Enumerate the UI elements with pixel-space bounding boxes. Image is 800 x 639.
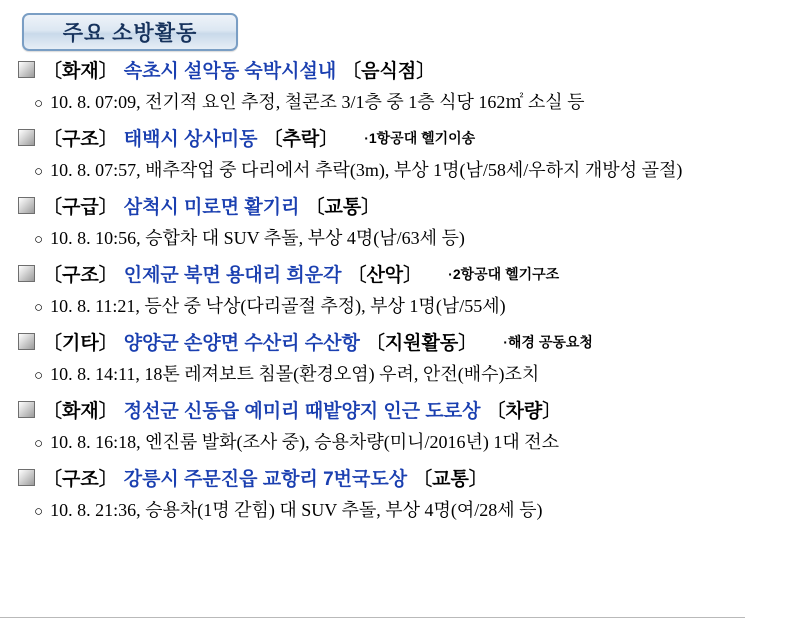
circle-bullet-icon: ○ bbox=[34, 368, 44, 384]
incident-note: ·2항공대 헬기구조 bbox=[448, 265, 560, 282]
incident-detail-text: 10. 8. 10:56, 승합차 대 SUV 추돌, 부상 4명(남/63세 등) bbox=[50, 228, 465, 248]
gray-square-bullet-icon bbox=[18, 469, 35, 486]
incident-headline bbox=[0, 52, 800, 85]
list-item bbox=[0, 392, 800, 460]
page-title: 주요 소방활동 bbox=[62, 22, 198, 45]
incident-category: 〔기타〕 bbox=[43, 333, 118, 354]
incident-detail bbox=[0, 289, 800, 324]
incident-detail bbox=[0, 221, 800, 256]
incident-tag: 〔산악〕 bbox=[347, 265, 423, 286]
incident-category: 〔화재〕 bbox=[43, 61, 118, 82]
incident-detail-text: 10. 8. 07:57, 배추작업 중 다리에서 추락(3m), 부상 1명(남/58세/우하지 개방성 골절) bbox=[50, 160, 683, 180]
gray-square-bullet-icon bbox=[18, 197, 35, 214]
incident-category: 〔구조〕 bbox=[43, 265, 118, 286]
incident-tag: 〔음식점〕 bbox=[342, 61, 436, 82]
incident-category: 〔구조〕 bbox=[43, 469, 118, 490]
incident-place: 속초시 설악동 숙박시설내 bbox=[123, 61, 337, 82]
gray-square-bullet-icon bbox=[18, 129, 35, 146]
incident-tag: 〔지원활동〕 bbox=[365, 333, 478, 354]
incident-place: 양양군 손양면 수산리 수산항 bbox=[123, 333, 360, 354]
incident-headline bbox=[0, 120, 800, 153]
gray-square-bullet-icon bbox=[18, 265, 35, 282]
incident-list bbox=[0, 52, 800, 528]
list-item bbox=[0, 188, 800, 256]
gray-square-bullet-icon bbox=[18, 333, 35, 350]
incident-place: 삼척시 미로면 활기리 bbox=[123, 197, 300, 218]
incident-place: 강릉시 주문진읍 교항리 7번국도상 bbox=[123, 469, 408, 490]
incident-category: 〔화재〕 bbox=[43, 401, 118, 422]
incident-detail bbox=[0, 357, 800, 392]
incident-note: ·해경 공동요청 bbox=[503, 333, 593, 350]
incident-detail bbox=[0, 425, 800, 460]
incident-headline bbox=[0, 324, 800, 357]
incident-place: 인제군 북면 용대리 희운각 bbox=[123, 265, 342, 286]
page-title-banner bbox=[22, 13, 238, 51]
incident-tag: 〔교통〕 bbox=[305, 197, 381, 218]
circle-bullet-icon: ○ bbox=[34, 232, 44, 248]
circle-bullet-icon: ○ bbox=[34, 96, 44, 112]
incident-headline bbox=[0, 256, 800, 289]
incident-category: 〔구급〕 bbox=[43, 197, 118, 218]
incident-detail bbox=[0, 85, 800, 120]
incident-place: 정선군 신동읍 예미리 때밭양지 인근 도로상 bbox=[123, 401, 481, 422]
list-item bbox=[0, 460, 800, 528]
incident-headline bbox=[0, 392, 800, 425]
list-item bbox=[0, 52, 800, 120]
circle-bullet-icon: ○ bbox=[34, 300, 44, 316]
incident-tag: 〔추락〕 bbox=[263, 129, 339, 150]
gray-square-bullet-icon bbox=[18, 61, 35, 78]
incident-detail bbox=[0, 493, 800, 528]
gray-square-bullet-icon bbox=[18, 401, 35, 418]
incident-detail-text: 10. 8. 07:09, 전기적 요인 추정, 철콘조 3/1층 중 1층 식당 162㎡ 소실 등 bbox=[50, 92, 585, 112]
incident-tag: 〔차량〕 bbox=[486, 401, 562, 422]
incident-headline bbox=[0, 188, 800, 221]
circle-bullet-icon: ○ bbox=[34, 504, 44, 520]
incident-category: 〔구조〕 bbox=[43, 129, 118, 150]
list-item bbox=[0, 256, 800, 324]
incident-detail-text: 10. 8. 14:11, 18톤 레져보트 침몰(환경오염) 우려, 안전(배수)조치 bbox=[50, 364, 540, 384]
incident-detail-text: 10. 8. 21:36, 승용차(1명 갇힘) 대 SUV 추돌, 부상 4명(여/28세 등) bbox=[50, 500, 543, 520]
incident-note: ·1항공대 헬기이송 bbox=[364, 129, 476, 146]
circle-bullet-icon: ○ bbox=[34, 436, 44, 452]
incident-headline bbox=[0, 460, 800, 493]
page-bottom-divider bbox=[0, 617, 745, 618]
incident-detail bbox=[0, 153, 800, 188]
circle-bullet-icon: ○ bbox=[34, 164, 44, 180]
list-item bbox=[0, 120, 800, 188]
incident-detail-text: 10. 8. 11:21, 등산 중 낙상(다리골절 추정), 부상 1명(남/55세) bbox=[50, 296, 506, 316]
incident-place: 태백시 상사미동 bbox=[123, 129, 258, 150]
list-item bbox=[0, 324, 800, 392]
incident-detail-text: 10. 8. 16:18, 엔진룸 발화(조사 중), 승용차량(미니/2016년) 1대 전소 bbox=[50, 432, 560, 452]
incident-tag: 〔교통〕 bbox=[413, 469, 488, 490]
